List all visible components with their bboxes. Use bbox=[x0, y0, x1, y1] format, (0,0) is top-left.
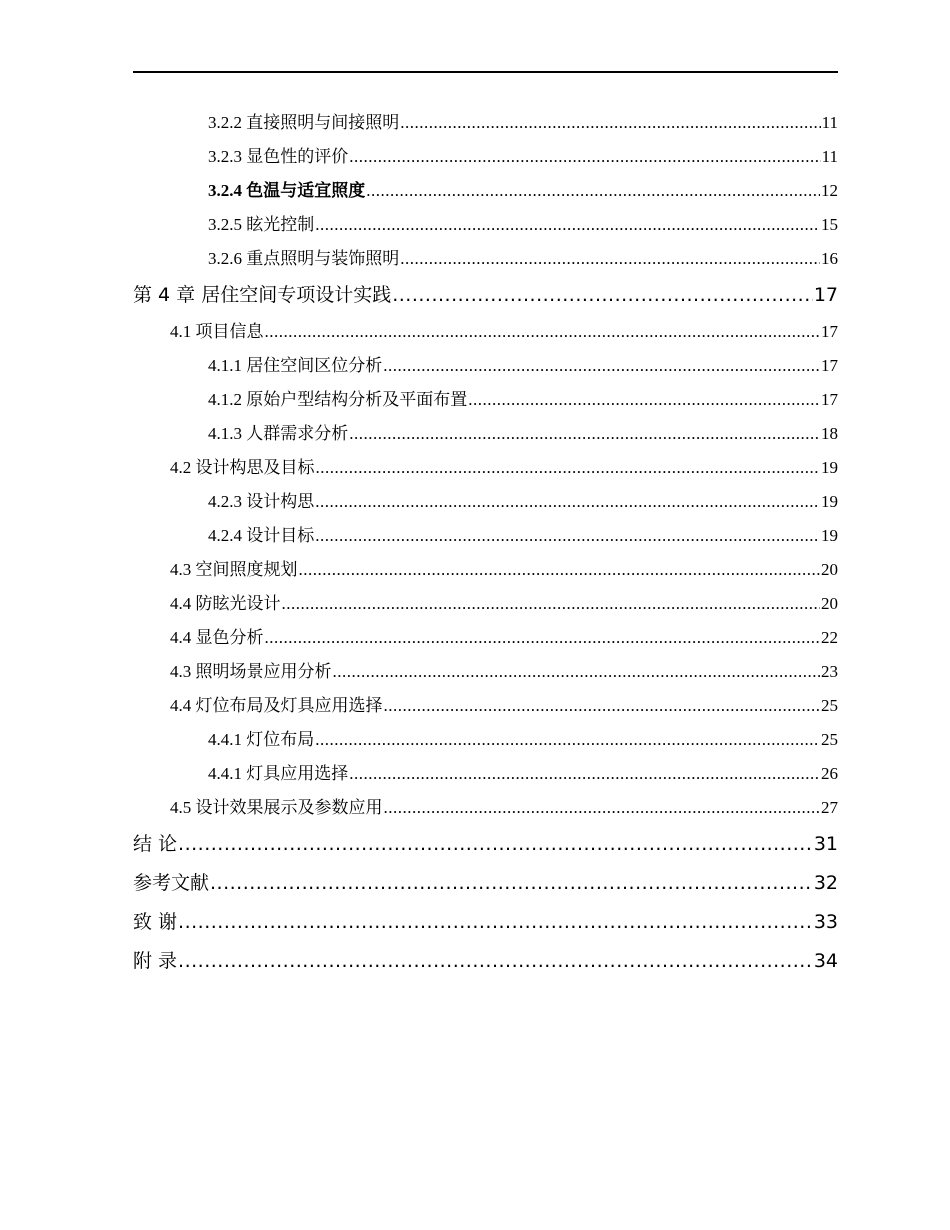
toc-entry[interactable] bbox=[133, 451, 838, 485]
toc-entry-title: 4.3 照明场景应用分析 bbox=[170, 662, 332, 681]
toc-entry[interactable] bbox=[133, 587, 838, 621]
toc-entry[interactable] bbox=[133, 903, 838, 942]
toc-entry[interactable] bbox=[133, 655, 838, 689]
dot-leader bbox=[315, 208, 820, 242]
toc-page-number: 25 bbox=[821, 730, 838, 749]
dot-leader bbox=[315, 723, 820, 757]
toc-entry[interactable] bbox=[133, 315, 838, 349]
toc-page-number: 20 bbox=[821, 560, 838, 579]
toc-entry-title: 3.2.2 直接照明与间接照明 bbox=[208, 113, 400, 132]
toc-page-number: 11 bbox=[821, 113, 838, 132]
toc-entry[interactable] bbox=[133, 140, 838, 174]
toc-entry[interactable] bbox=[133, 485, 838, 519]
toc-page-number: 34 bbox=[813, 950, 838, 972]
dot-leader bbox=[349, 417, 820, 451]
toc-entry-title: 4.1.1 居住空间区位分析 bbox=[208, 356, 383, 375]
toc-page-number: 15 bbox=[821, 215, 838, 234]
toc-entry-title: 参考文献 bbox=[133, 872, 210, 894]
toc-entry[interactable] bbox=[133, 864, 838, 903]
toc-page-number: 16 bbox=[821, 249, 838, 268]
toc-entry[interactable] bbox=[133, 621, 838, 655]
toc-entry-title: 4.2.3 设计构思 bbox=[208, 492, 315, 511]
toc-page-number: 27 bbox=[821, 798, 838, 817]
toc-entry[interactable] bbox=[133, 417, 838, 451]
toc-page-number: 19 bbox=[821, 492, 838, 511]
toc-entry[interactable] bbox=[133, 349, 838, 383]
toc-page-number: 17 bbox=[813, 284, 838, 306]
dot-leader bbox=[315, 519, 820, 553]
dot-leader bbox=[333, 655, 821, 689]
dot-leader bbox=[316, 451, 821, 485]
dot-leader bbox=[282, 587, 821, 621]
toc-page-number: 22 bbox=[821, 628, 838, 647]
toc-entry[interactable] bbox=[133, 106, 838, 140]
table-of-contents bbox=[133, 106, 838, 981]
toc-entry-title: 致 谢 bbox=[133, 911, 178, 933]
toc-page-number: 26 bbox=[821, 764, 838, 783]
toc-entry[interactable] bbox=[133, 942, 838, 981]
dot-leader bbox=[178, 903, 813, 942]
toc-entry-title: 4.4.1 灯位布局 bbox=[208, 730, 315, 749]
toc-entry[interactable] bbox=[133, 276, 838, 315]
toc-entry[interactable] bbox=[133, 791, 838, 825]
toc-entry[interactable] bbox=[133, 208, 838, 242]
dot-leader bbox=[299, 553, 821, 587]
dot-leader bbox=[210, 864, 813, 903]
toc-entry[interactable] bbox=[133, 825, 838, 864]
toc-entry-title: 结 论 bbox=[133, 833, 178, 855]
dot-leader bbox=[349, 757, 820, 791]
dot-leader bbox=[400, 106, 820, 140]
dot-leader bbox=[265, 621, 821, 655]
toc-entry-title: 3.2.6 重点照明与装饰照明 bbox=[208, 249, 400, 268]
toc-entry[interactable] bbox=[133, 383, 838, 417]
toc-entry-title: 4.4 防眩光设计 bbox=[170, 594, 281, 613]
dot-leader bbox=[178, 942, 813, 981]
toc-entry[interactable] bbox=[133, 723, 838, 757]
dot-leader bbox=[392, 276, 813, 315]
dot-leader bbox=[366, 174, 820, 208]
toc-entry[interactable] bbox=[133, 757, 838, 791]
dot-leader bbox=[178, 825, 813, 864]
toc-entry-title: 4.2 设计构思及目标 bbox=[170, 458, 315, 477]
dot-leader bbox=[383, 349, 820, 383]
toc-entry[interactable] bbox=[133, 553, 838, 587]
toc-page-number: 19 bbox=[821, 458, 838, 477]
toc-entry-title: 4.1 项目信息 bbox=[170, 322, 264, 341]
toc-entry-title: 附 录 bbox=[133, 950, 178, 972]
dot-leader bbox=[349, 140, 820, 174]
toc-entry-title: 4.4 灯位布局及灯具应用选择 bbox=[170, 696, 383, 715]
toc-entry-title: 4.1.3 人群需求分析 bbox=[208, 424, 349, 443]
toc-entry-title: 4.4.1 灯具应用选择 bbox=[208, 764, 349, 783]
toc-entry-title: 3.2.3 显色性的评价 bbox=[208, 147, 349, 166]
toc-page-number: 33 bbox=[813, 911, 838, 933]
toc-page-number: 11 bbox=[821, 147, 838, 166]
toc-entry-title: 3.2.4 色温与适宜照度 bbox=[208, 181, 366, 200]
toc-entry[interactable] bbox=[133, 242, 838, 276]
toc-page-number: 19 bbox=[821, 526, 838, 545]
toc-entry-title: 4.4 显色分析 bbox=[170, 628, 264, 647]
dot-leader bbox=[384, 791, 821, 825]
toc-entry-title: 4.1.2 原始户型结构分析及平面布置 bbox=[208, 390, 468, 409]
toc-entry-title: 3.2.5 眩光控制 bbox=[208, 215, 315, 234]
header-rule bbox=[133, 71, 838, 73]
toc-page-number: 31 bbox=[813, 833, 838, 855]
toc-page-number: 20 bbox=[821, 594, 838, 613]
dot-leader bbox=[468, 383, 820, 417]
toc-entry[interactable] bbox=[133, 689, 838, 723]
toc-entry[interactable] bbox=[133, 174, 838, 208]
toc-page-number: 12 bbox=[821, 181, 838, 200]
toc-entry-title: 4.2.4 设计目标 bbox=[208, 526, 315, 545]
dot-leader bbox=[265, 315, 821, 349]
toc-entry[interactable] bbox=[133, 519, 838, 553]
toc-entry-title: 4.5 设计效果展示及参数应用 bbox=[170, 798, 383, 817]
toc-page-number: 17 bbox=[821, 390, 838, 409]
toc-page-number: 32 bbox=[813, 872, 838, 894]
toc-page-number: 17 bbox=[821, 322, 838, 341]
dot-leader bbox=[400, 242, 820, 276]
dot-leader bbox=[384, 689, 821, 723]
toc-page-number: 23 bbox=[821, 662, 838, 681]
dot-leader bbox=[315, 485, 820, 519]
toc-page-number: 18 bbox=[821, 424, 838, 443]
toc-entry-title: 第 4 章 居住空间专项设计实践 bbox=[133, 284, 392, 306]
toc-page-number: 25 bbox=[821, 696, 838, 715]
toc-page-number: 17 bbox=[821, 356, 838, 375]
toc-entry-title: 4.3 空间照度规划 bbox=[170, 560, 298, 579]
